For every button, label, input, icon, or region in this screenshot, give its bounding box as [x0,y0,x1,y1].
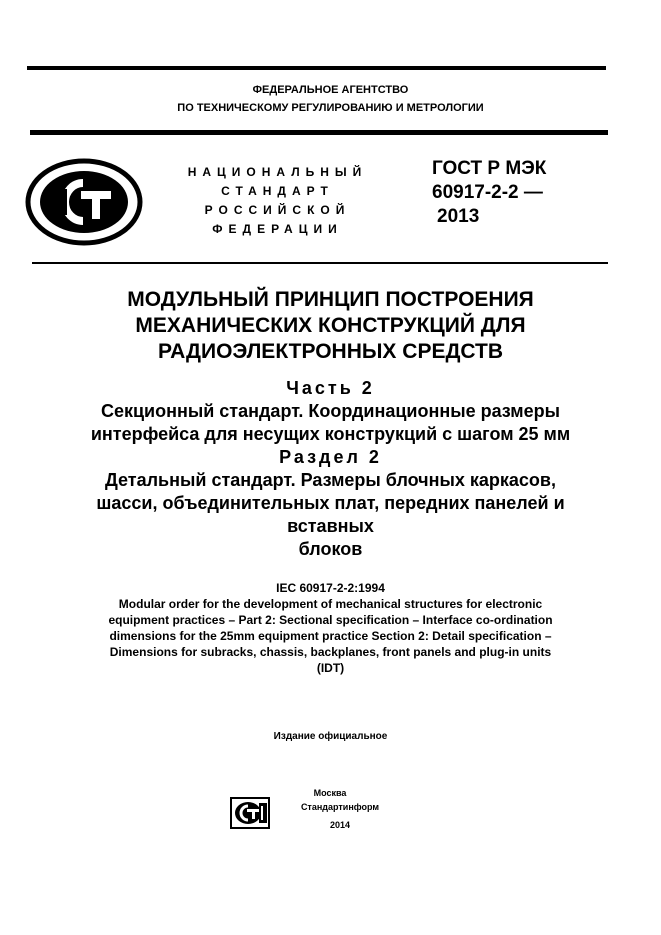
part-heading: Часть 2 [286,378,375,398]
section-title-line-1: Детальный стандарт. Размеры блочных каркасов, [104,470,556,490]
imprint-publisher: Стандартинформ [300,802,380,812]
agency-line-2: ПО ТЕХНИЧЕСКОМУ РЕГУЛИРОВАНИЮ И МЕТРОЛОГИИ [177,102,484,114]
designation-line-1: ГОСТ Р МЭК [432,158,547,179]
standard-type-line-3: РОССИЙСКОЙ [204,203,351,217]
designation-line-3: 2013 [437,206,480,227]
top-rule-lower [30,130,608,135]
english-title-line-1: Modular order for the development of mechanical structures for electronic [118,597,543,611]
gost-r-logo-icon [25,158,143,246]
english-title-line-4: Dimensions for subracks, chassis, backplanes, front panels and plug-in units [109,645,552,659]
imprint-year: 2014 [329,820,351,830]
title-main-line-1: МОДУЛЬНЫЙ ПРИНЦИП ПОСТРОЕНИЯ [127,288,534,311]
part-title-line-2: интерфейса для несущих конструкций с шагом 25 мм [90,424,571,444]
title-main-line-3: РАДИОЭЛЕКТРОННЫХ СРЕДСТВ [157,340,504,363]
designation-line-2: 60917-2-2 — [432,182,543,203]
standard-type-line-4: ФЕДЕРАЦИИ [212,222,343,236]
imprint-city: Москва [313,788,347,798]
iec-reference: IEC 60917-2-2:1994 [276,581,385,595]
english-title-line-3: dimensions for the 25mm equipment practice Section 2: Detail specification – [109,629,552,643]
header-bottom-rule [32,262,608,264]
standard-type-line-2: СТАНДАРТ [221,184,334,198]
section-title-line-2: шасси, объединительных плат, передних панелей и [96,493,565,513]
section-heading: Раздел 2 [279,447,382,467]
section-title-line-4: блоков [298,539,363,559]
english-title-line-2: equipment practices – Part 2: Sectional specification – Interface co-ordination [108,613,553,627]
agency-line-1: ФЕДЕРАЛЬНОЕ АГЕНТСТВО [252,84,409,96]
title-main-line-2: МЕХАНИЧЕСКИХ КОНСТРУКЦИЙ ДЛЯ [135,314,526,337]
top-rule-upper [27,66,606,70]
standard-type-line-1: НАЦИОНАЛЬНЫЙ [187,165,368,179]
edition-label: Издание официальное [273,731,388,742]
section-title-line-3: вставных [287,516,374,536]
part-title-line-1: Секционный стандарт. Координационные размеры [100,401,561,421]
publisher-logo-icon [230,797,270,829]
equivalence-degree: (IDT) [316,661,345,675]
